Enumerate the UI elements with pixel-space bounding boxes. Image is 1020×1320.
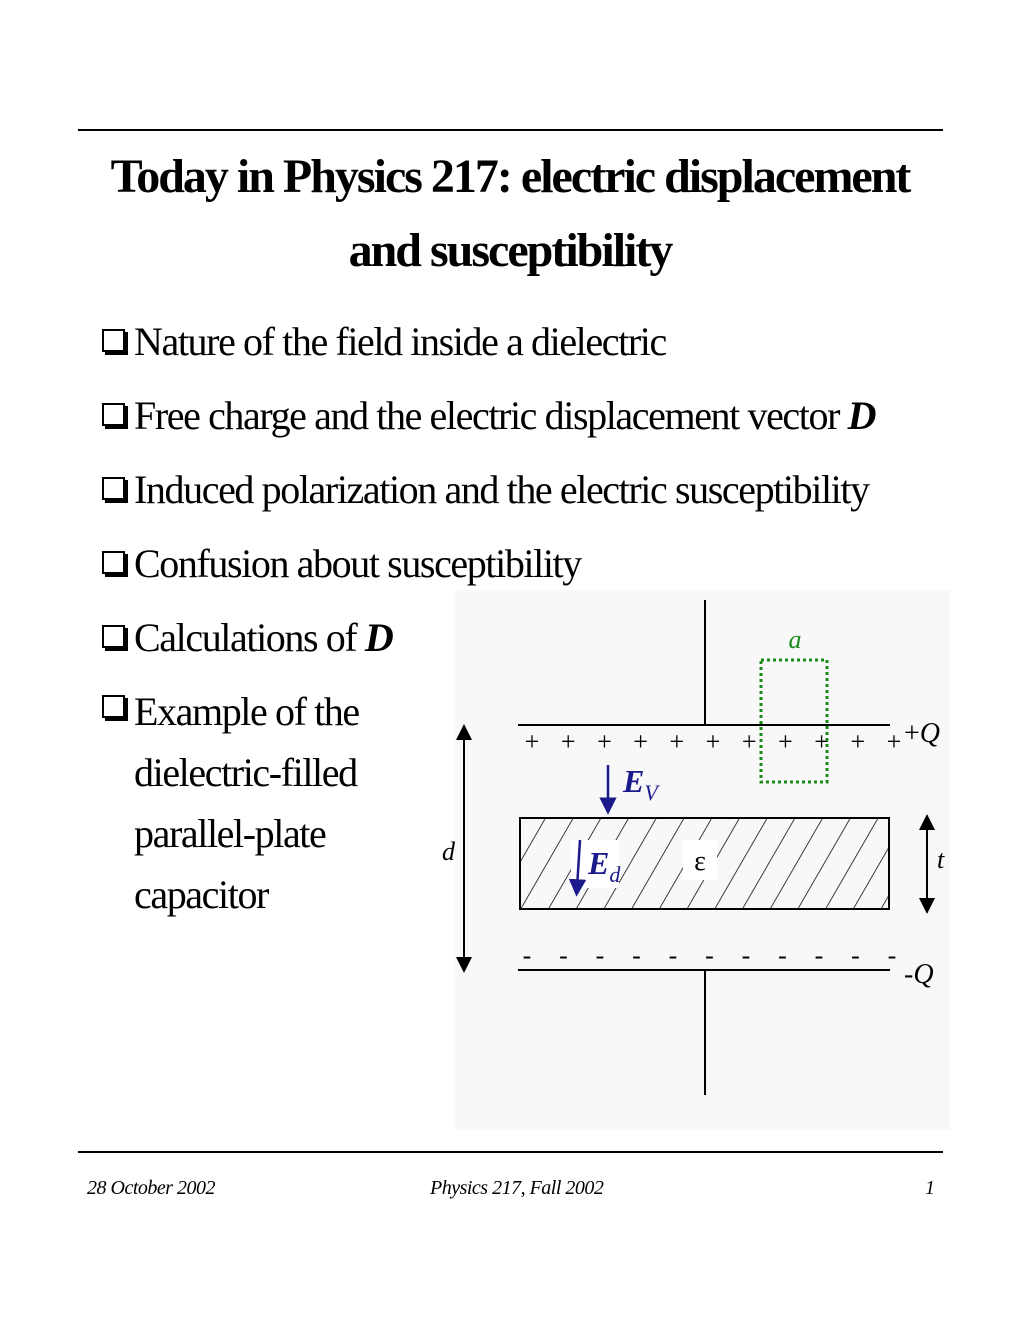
minus-charge: - (778, 941, 787, 970)
checkbox-bullet-icon (102, 403, 125, 426)
vacuum-field-label: $E_V$ (623, 763, 658, 805)
bottom-charge-label: -Q (904, 959, 934, 990)
plus-charge: + (778, 727, 793, 756)
gap-label: d (442, 837, 455, 866)
plus-charge: + (524, 727, 540, 756)
footer-course: Physics 217, Fall 2002 (430, 1177, 604, 1199)
bottom-rule (78, 1151, 943, 1153)
bullet-text-line: dielectric-filled (134, 750, 357, 795)
bullet-text: Confusion about susceptibility (134, 541, 581, 586)
minus-charge: - (595, 941, 605, 970)
bullet-emphasis: D (364, 615, 393, 660)
minus-charge: - (741, 941, 751, 970)
plus-charge: + (814, 727, 829, 756)
checkbox-bullet-icon (102, 477, 125, 500)
gaussian-box-label: a (788, 625, 802, 654)
bullet-text: Nature of the field inside a dielectric (134, 319, 666, 364)
minus-charge: - (668, 941, 678, 970)
plus-charge: + (560, 727, 576, 756)
slide-title: Today in Physics 217: electric displacement and susceptibility (110, 150, 910, 277)
minus-charge: - (705, 941, 714, 970)
bullet-text-line: capacitor (134, 872, 268, 917)
minus-charge: - (887, 941, 897, 970)
minus-charge: - (559, 941, 568, 970)
page-number: 1 (925, 1177, 935, 1199)
bullet-item (100, 305, 875, 379)
bullet-item (100, 453, 875, 527)
footer-date: 28 October 2002 (87, 1177, 216, 1199)
capacitor-diagram (442, 590, 950, 1130)
plus-charge: + (633, 727, 648, 756)
minus-charge: - (851, 941, 860, 970)
bullet-text: Calculations of (134, 615, 365, 660)
checkbox-bullet-icon (102, 695, 125, 718)
minus-charge: - (522, 941, 532, 970)
bullet-text: Induced polarization and the electric susceptibility (134, 467, 869, 512)
bullet-text: Free charge and the electric displacement vector (134, 393, 848, 438)
plus-charge: + (886, 727, 902, 756)
permittivity-label: ε (694, 846, 706, 877)
plus-charge: + (597, 727, 612, 756)
top-charge-label: +Q (904, 718, 941, 749)
thickness-label: t (937, 845, 945, 874)
top-rule (78, 129, 943, 131)
checkbox-bullet-icon (102, 329, 125, 352)
checkbox-bullet-icon (102, 625, 125, 648)
minus-charge: - (814, 941, 824, 970)
bullet-emphasis: D (847, 393, 876, 438)
plus-charge: + (741, 727, 757, 756)
plus-charge: + (850, 727, 866, 756)
plus-charge: + (705, 727, 721, 756)
minus-charge: - (632, 941, 641, 970)
plus-charge: + (669, 727, 685, 756)
dielectric-field-label: $E_d$ (588, 845, 621, 887)
bullet-text-line: Example of the (134, 689, 359, 734)
bullet-item (100, 379, 875, 453)
bullet-text-line: parallel-plate (134, 811, 326, 856)
checkbox-bullet-icon (102, 551, 125, 574)
